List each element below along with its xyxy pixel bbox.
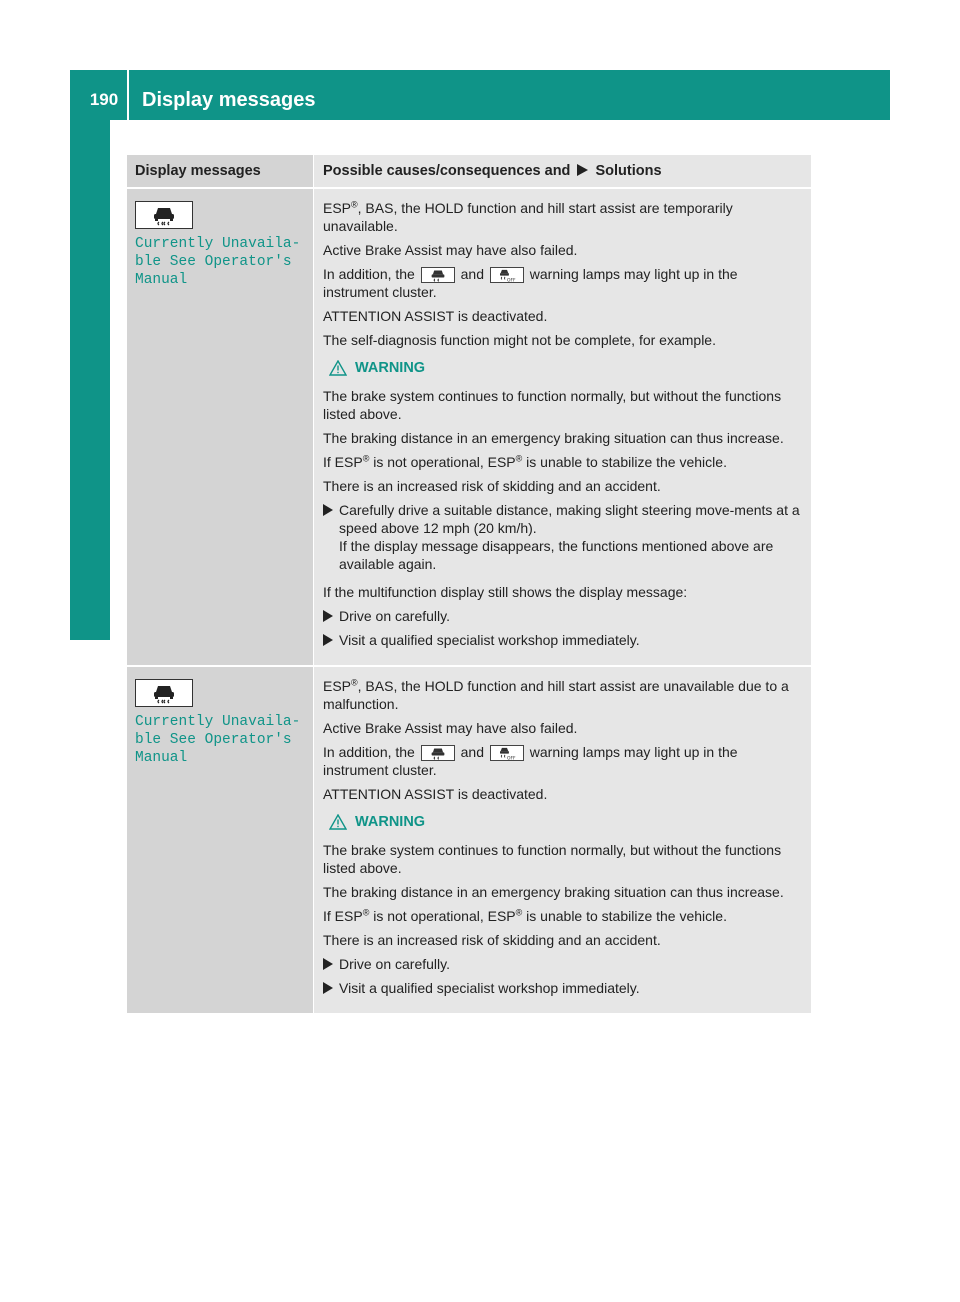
lamps-paragraph: In addition, the and OFF warning lamps may light up in the instrument cluster. (323, 744, 738, 778)
warning-text: The brake system continues to function normally, but without the functions listed above. (323, 842, 782, 876)
play-arrow-icon (323, 982, 333, 994)
page-title: Display messages (142, 89, 316, 111)
header-divider (127, 70, 129, 120)
warning-heading: WARNING (329, 359, 805, 377)
display-message-cell (127, 667, 314, 1013)
warning-text: If ESP® is not operational, ESP® is unable to stabilize the vehicle. (323, 453, 727, 470)
column-header-causes-text: Possible causes/consequences and (323, 163, 571, 179)
play-arrow-icon (323, 610, 333, 622)
lamps-paragraph: In addition, the and OFF warning lamps may light up in the instrument cluster. (323, 266, 738, 300)
paragraph: The self-diagnosis function might not be complete, for example. (323, 332, 716, 348)
svg-text:OFF: OFF (506, 278, 516, 282)
svg-text:OFF: OFF (506, 756, 516, 760)
side-chapter-tab (70, 120, 110, 640)
column-header-solutions-text: Solutions (595, 163, 662, 179)
warning-text: The braking distance in an emergency braking situation can thus increase. (323, 884, 784, 900)
instruction-step (323, 955, 805, 973)
warning-text: There is an increased risk of skidding and an accident. (323, 478, 661, 494)
play-arrow-icon (323, 504, 333, 516)
step-text: Visit a qualified specialist workshop immediately. (339, 980, 640, 996)
skid-car-icon (135, 679, 193, 707)
play-arrow-icon (323, 958, 333, 970)
play-arrow-icon (323, 634, 333, 646)
warning-text: The braking distance in an emergency braking situation can thus increase. (323, 430, 784, 446)
step-text: Carefully drive a suitable distance, making slight steering move‐ments at a speed above 12 mph (20 km/h). (339, 502, 800, 536)
paragraph: If the multifunction display still shows the display message: (323, 584, 688, 600)
instruction-step (323, 501, 805, 573)
column-header-causes (314, 155, 811, 187)
step-text: Visit a qualified specialist workshop immediately. (339, 632, 640, 648)
play-arrow-icon (577, 164, 588, 176)
warning-triangle-icon (329, 814, 347, 830)
step-text: Drive on carefully. (339, 956, 451, 972)
step-text: Drive on carefully. (339, 608, 451, 624)
page-number: 190 (89, 90, 119, 109)
table-header (127, 155, 811, 187)
warning-text: There is an increased risk of skidding and an accident. (323, 932, 661, 948)
paragraph: ATTENTION ASSIST is deactivated. (323, 786, 548, 802)
intro-paragraph: ESP®, BAS, the HOLD function and hill start assist are unavailable due to a malfunction. (323, 677, 789, 712)
intro-paragraph: ESP®, BAS, the HOLD function and hill start assist are temporarily unavailable. (323, 199, 733, 234)
instruction-step (323, 607, 805, 625)
paragraph: Active Brake Assist may have also failed. (323, 242, 578, 258)
display-message-text: Currently Unavaila‐ ble See Operator's Manual (135, 714, 301, 766)
instruction-step (323, 631, 805, 649)
table-row (127, 187, 811, 665)
esp-off-lamp-icon (490, 267, 524, 283)
causes-cell (314, 189, 811, 665)
skid-car-lamp-icon (421, 267, 455, 283)
causes-cell (314, 667, 811, 1013)
paragraph: ATTENTION ASSIST is deactivated. (323, 308, 548, 324)
page-header (70, 70, 890, 120)
table-row (127, 665, 811, 1013)
warning-triangle-icon (329, 360, 347, 376)
esp-off-lamp-icon (490, 745, 524, 761)
step-text: If the display message disappears, the functions mentioned above are available again. (339, 538, 774, 572)
display-message-cell (127, 189, 314, 665)
warning-heading: WARNING (329, 813, 805, 831)
skid-car-lamp-icon (421, 745, 455, 761)
column-header-messages: Display messages (127, 155, 314, 187)
messages-table (127, 155, 811, 1013)
warning-text: The brake system continues to function normally, but without the functions listed above. (323, 388, 782, 422)
instruction-step (323, 979, 805, 997)
warning-text: If ESP® is not operational, ESP® is unable to stabilize the vehicle. (323, 907, 727, 924)
display-message-text: Currently Unavaila‐ ble See Operator's Manual (135, 236, 301, 288)
skid-car-icon (135, 201, 193, 229)
paragraph: Active Brake Assist may have also failed. (323, 720, 578, 736)
